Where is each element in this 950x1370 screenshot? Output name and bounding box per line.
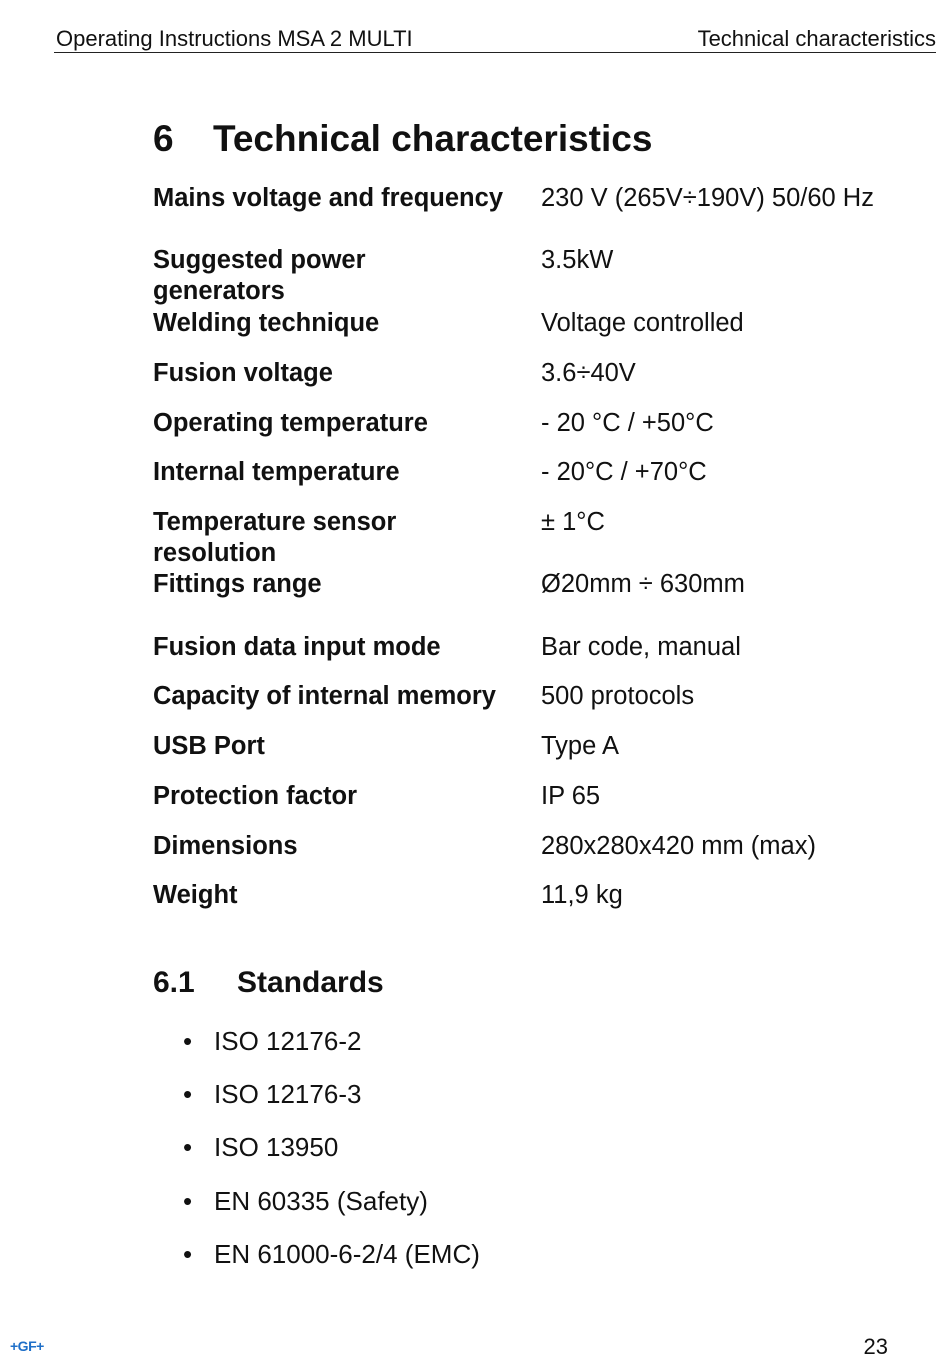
section-title: Technical characteristics bbox=[213, 118, 653, 159]
spec-label: Weight bbox=[153, 881, 238, 909]
spec-label: Internal temperature bbox=[153, 458, 400, 486]
subsection-heading bbox=[153, 966, 384, 1000]
spec-label: Operating temperature bbox=[153, 409, 428, 437]
spec-value: IP 65 bbox=[541, 782, 601, 810]
header-chapter-title: Technical characteristics bbox=[697, 26, 936, 51]
spec-label: Welding technique bbox=[153, 309, 380, 337]
header-document-title: Operating Instructions MSA 2 MULTI bbox=[56, 26, 413, 51]
bullet-icon: • bbox=[183, 1239, 193, 1269]
spec-value: Type A bbox=[541, 732, 619, 760]
list-item bbox=[183, 1186, 428, 1216]
spec-value: - 20 °C / +50°C bbox=[541, 409, 714, 437]
subsection-number: 6.1 bbox=[153, 966, 195, 999]
page-number: 23 bbox=[863, 1334, 888, 1359]
spec-value: 11,9 kg bbox=[541, 881, 623, 909]
list-item-text: ISO 13950 bbox=[214, 1132, 339, 1162]
spec-value: Voltage controlled bbox=[541, 309, 744, 337]
list-item bbox=[183, 1132, 338, 1162]
section-number: 6 bbox=[153, 118, 174, 159]
spec-label: Protection factor bbox=[153, 782, 358, 810]
spec-value: 3.5kW bbox=[541, 246, 614, 274]
spec-label: Capacity of internal memory bbox=[153, 682, 496, 710]
spec-label: Fittings range bbox=[153, 570, 322, 598]
bullet-icon: • bbox=[183, 1132, 193, 1162]
spec-label: Temperature sensor resolution bbox=[153, 508, 397, 567]
spec-value: - 20°C / +70°C bbox=[541, 458, 707, 486]
list-item-text: EN 60335 (Safety) bbox=[214, 1186, 428, 1216]
spec-label: Fusion voltage bbox=[153, 359, 333, 387]
bullet-icon: • bbox=[183, 1186, 193, 1216]
spec-label: Mains voltage and frequency bbox=[153, 184, 504, 212]
gf-logo: +GF+ bbox=[10, 1338, 44, 1354]
list-item bbox=[183, 1239, 480, 1269]
spec-value: Ø20mm ÷ 630mm bbox=[541, 570, 745, 598]
spec-value: ± 1°C bbox=[541, 508, 605, 536]
page-header bbox=[54, 22, 936, 53]
list-item bbox=[183, 1026, 361, 1056]
bullet-icon: • bbox=[183, 1026, 193, 1056]
spec-value: Bar code, manual bbox=[541, 633, 741, 661]
list-item-text: ISO 12176-2 bbox=[214, 1026, 362, 1056]
spec-value: 230 V (265V÷190V) 50/60 Hz bbox=[541, 184, 874, 212]
spec-label: Dimensions bbox=[153, 832, 298, 860]
spec-value: 500 protocols bbox=[541, 682, 695, 710]
spec-label: Fusion data input mode bbox=[153, 633, 441, 661]
list-item-text: ISO 12176-3 bbox=[214, 1079, 362, 1109]
list-item-text: EN 61000-6-2/4 (EMC) bbox=[214, 1239, 480, 1269]
subsection-title: Standards bbox=[237, 966, 384, 999]
spec-value: 3.6÷40V bbox=[541, 359, 636, 387]
spec-label: USB Port bbox=[153, 732, 265, 760]
list-item bbox=[183, 1079, 361, 1109]
spec-value: 280x280x420 mm (max) bbox=[541, 832, 816, 860]
spec-label: Suggested power generators bbox=[153, 246, 366, 305]
bullet-icon: • bbox=[183, 1079, 193, 1109]
section-heading bbox=[153, 118, 652, 160]
